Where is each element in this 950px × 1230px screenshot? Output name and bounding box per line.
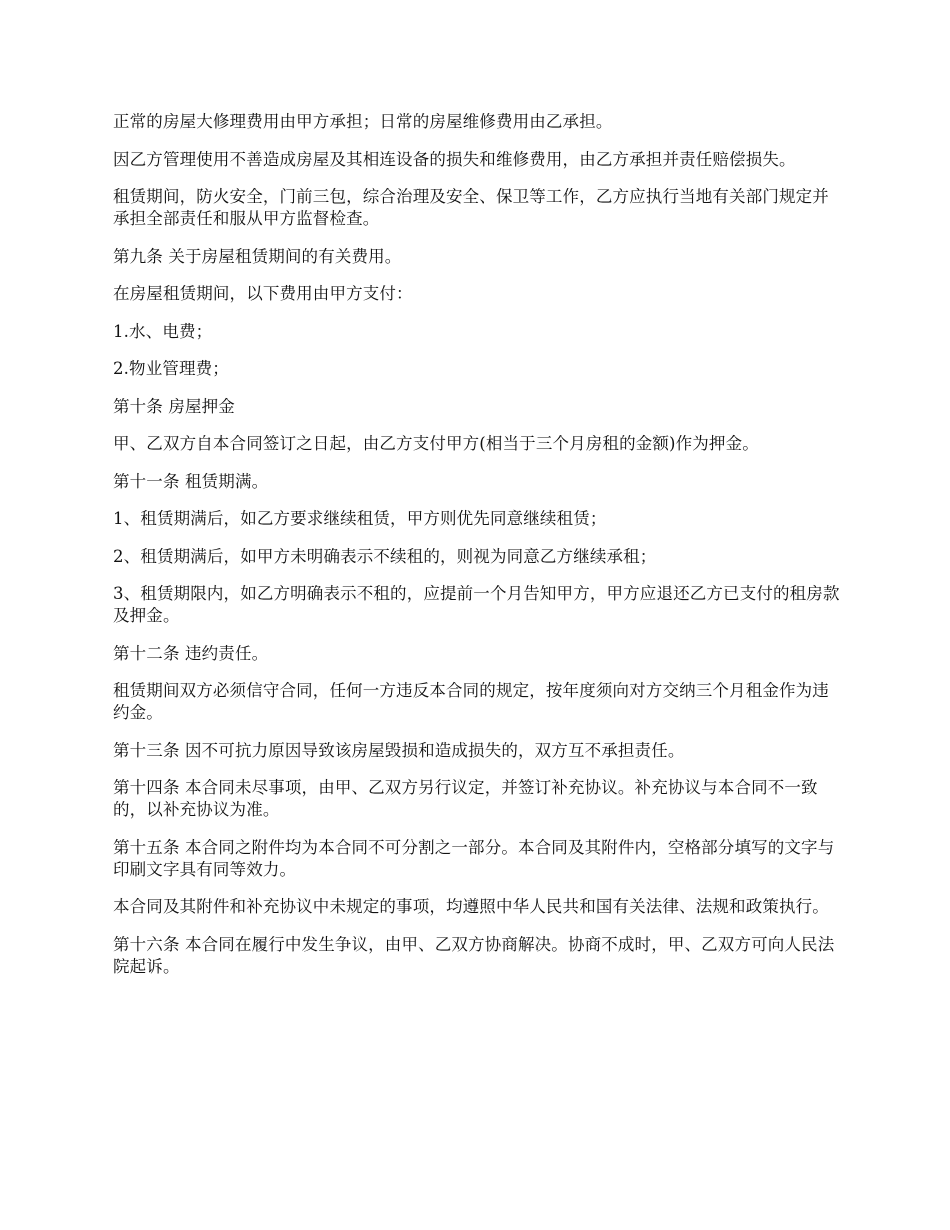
paragraph-deposit: 甲、乙双方自本合同签订之日起，由乙方支付甲方(相当于三个月房租的金额)作为押金。 [113, 434, 759, 453]
paragraph-breach-penalty: 租赁期间双方必须信守合同，任何一方违反本合同的规定，按年度须向对方交纳三个月租金作为违约金。 [113, 681, 829, 722]
article-14-supplementary: 第十四条 本合同未尽事项，由甲、乙双方另行议定，并签订补充协议。补充协议与本合同不一致的，以补充协议为准。 [113, 778, 818, 819]
article-16-disputes: 第十六条 本合同在履行中发生争议，由甲、乙双方协商解决。协商不成时，甲、乙双方可向人民法院起诉。 [113, 934, 835, 976]
article-10-heading: 第十条 房屋押金 [113, 396, 235, 416]
article-12-heading: 第十二条 违约责任。 [113, 643, 269, 663]
list-item-utilities: 1.水、电费； [113, 321, 213, 341]
list-item-early-termination: 3、租赁期限内，如乙方明确表示不租的，应提前一个月告知甲方，甲方应退还乙方已支付的租房款及押金。 [113, 584, 840, 625]
article-13-force-majeure: 第十三条 因不可抗力原因导致该房屋毁损和造成损失的，双方互不承担责任。 [113, 740, 685, 760]
list-item-renewal-request: 1、租赁期满后，如乙方要求继续租赁，甲方则优先同意继续租赁； [113, 509, 607, 528]
article-9-heading: 第九条 关于房屋租赁期间的有关费用。 [113, 246, 402, 266]
paragraph-fees-intro: 在房屋租赁期间，以下费用由甲方支付： [113, 284, 413, 303]
paragraph-damage-liability: 因乙方管理使用不善造成房屋及其相连设备的损失和维修费用，由乙方承担并责任赔偿损失。 [113, 149, 796, 169]
paragraph-governing-law: 本合同及其附件和补充协议中未规定的事项，均遵照中华人民共和国有关法律、法规和政策执行。 [113, 897, 829, 916]
paragraph-fire-safety: 租赁期间，防火安全，门前三包，综合治理及安全、保卫等工作，乙方应执行当地有关部门规定并承担全部责任和服从甲方监督检查。 [113, 187, 829, 228]
article-11-heading: 第十一条 租赁期满。 [113, 471, 269, 491]
list-item-property-management: 2.物业管理费； [113, 359, 229, 378]
article-15-attachments: 第十五条 本合同之附件均为本合同不可分割之一部分。本合同及其附件内，空格部分填写的文字与印刷文字具有同等效力。 [113, 837, 835, 879]
list-item-auto-renewal: 2、租赁期满后，如甲方未明确表示不续租的，则视为同意乙方继续承租； [113, 546, 657, 566]
document-body [113, 111, 841, 993]
paragraph-major-repair-costs: 正常的房屋大修理费用由甲方承担；日常的房屋维修费用由乙承担。 [113, 112, 613, 131]
